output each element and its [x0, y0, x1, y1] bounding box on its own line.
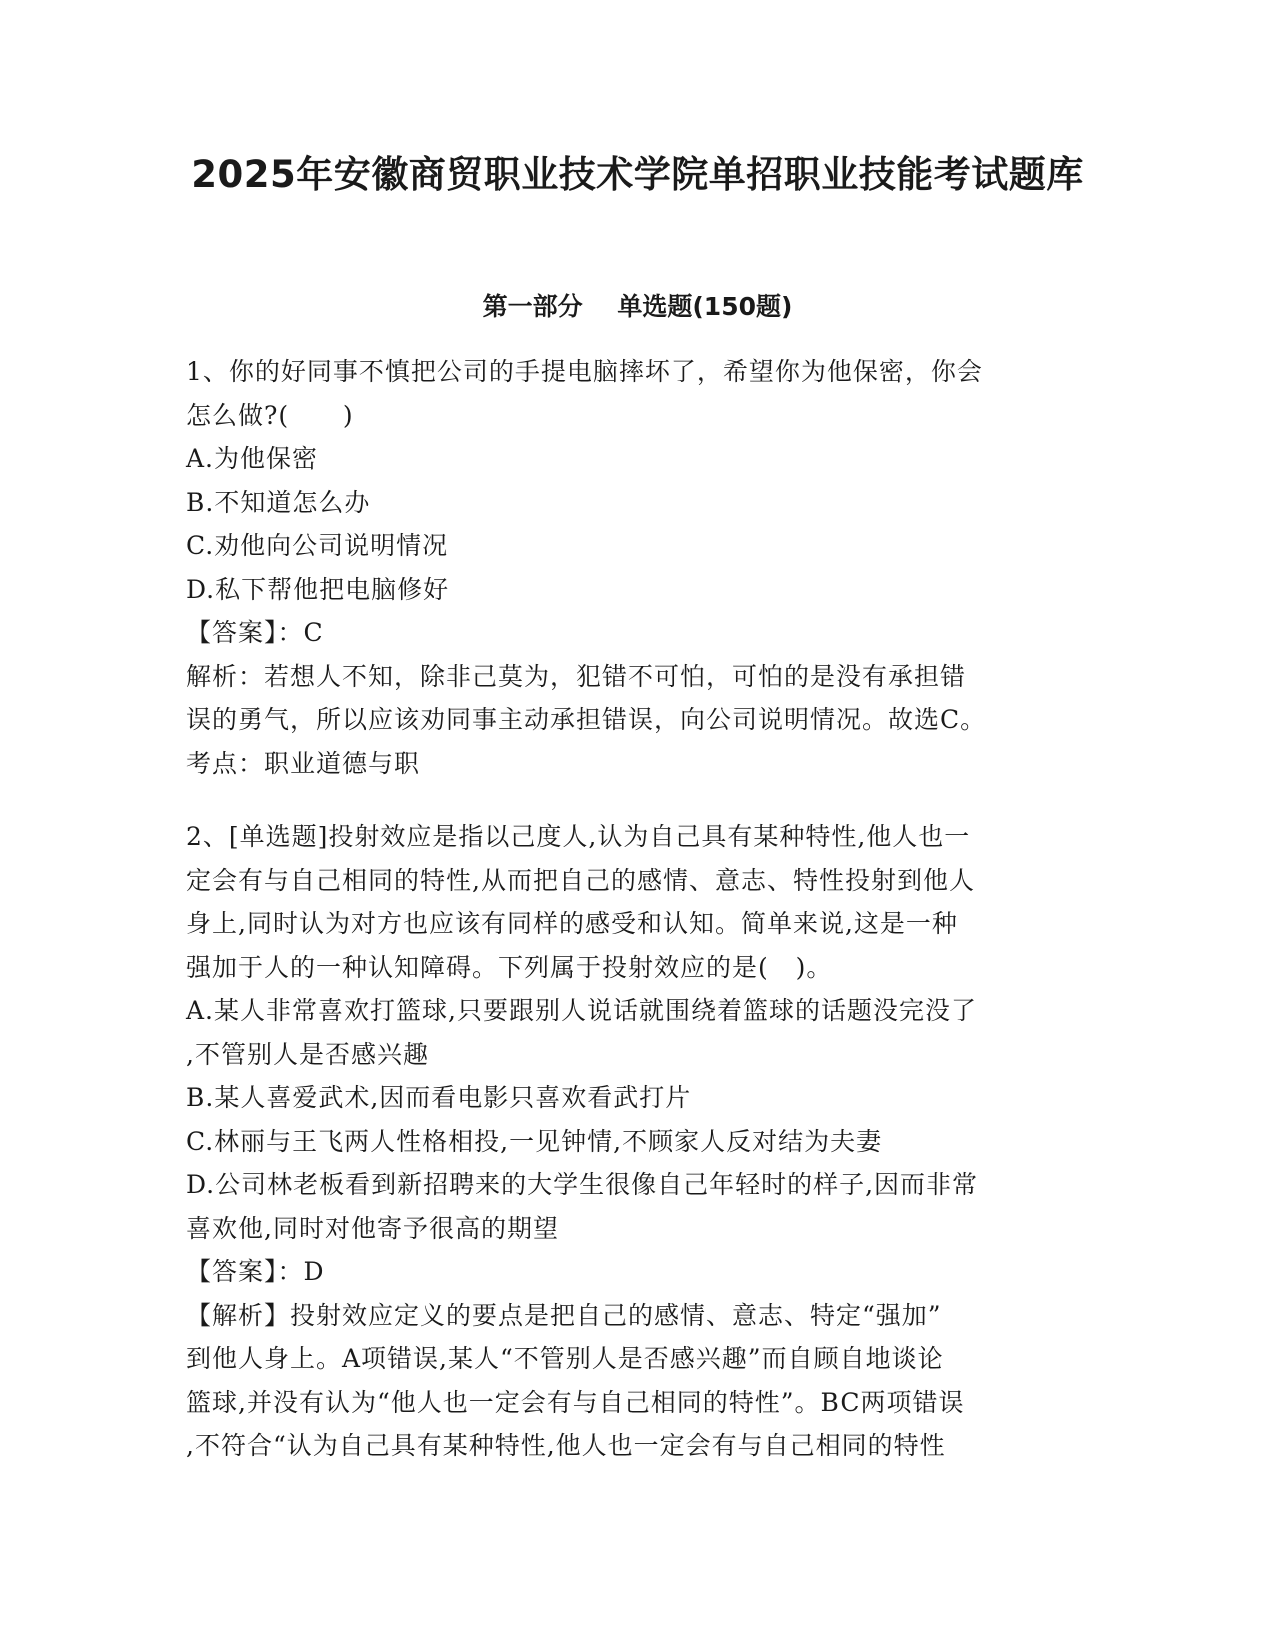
question-2-option-a-line-1: A.某人非常喜欢打篮球,只要跟别人说话就围绕着篮球的话题没完没了 — [186, 996, 977, 1025]
question-2-option-d-line-2: 喜欢他,同时对他寄予很高的期望 — [186, 1213, 559, 1243]
question-2-stem-line-2: 定会有与自己相同的特性,从而把自己的感情、意志、特性投射到他人 — [186, 865, 975, 895]
question-1-stem-line-1: 1、你的好同事不慎把公司的手提电脑摔坏了，希望你为他保密，你会 — [186, 357, 983, 386]
section-title: 第一部分 单选题(150题) — [482, 292, 793, 321]
question-2-analysis-line-4: ,不符合“认为自己具有某种特性,他人也一定会有与自己相同的特性 — [186, 1431, 946, 1460]
question-1-analysis-line-3: 考点：职业道德与职 — [186, 748, 421, 778]
question-list — [186, 350, 1086, 1468]
question-1-option-b: B.不知道怎么办 — [186, 487, 371, 517]
question-2-option-d-line-1: D.公司林老板看到新招聘来的大学生很像自己年轻时的样子,因而非常 — [186, 1170, 979, 1199]
question-2 — [186, 815, 1086, 1468]
question-2-stem-line-3: 身上,同时认为对方也应该有同样的感受和认知。简单来说,这是一种 — [186, 909, 958, 938]
question-2-stem-line-1: 2、[单选题]投射效应是指以己度人,认为自己具有某种特性,他人也一 — [186, 822, 971, 851]
question-2-option-b: B.某人喜爱武术,因而看电影只喜欢看武打片 — [186, 1083, 692, 1112]
question-2-stem-line-4: 强加于人的一种认知障碍。下列属于投射效应的是( )。 — [186, 952, 833, 982]
question-2-analysis-line-1: 【解析】投射效应定义的要点是把自己的感情、意志、特定“强加” — [186, 1300, 942, 1330]
question-gap — [186, 785, 1086, 815]
question-1-option-a: A.为他保密 — [186, 444, 319, 473]
question-2-analysis-line-3: 篮球,并没有认为“他人也一定会有与自己相同的特性”。BC两项错误 — [186, 1387, 965, 1417]
question-1-analysis-line-1: 解析：若想人不知，除非己莫为，犯错不可怕，可怕的是没有承担错 — [186, 661, 967, 691]
question-2-option-c: C.林丽与王飞两人性格相投,一见钟情,不顾家人反对结为夫妻 — [186, 1126, 883, 1156]
question-2-answer: 【答案】：D — [186, 1257, 325, 1286]
question-1-answer: 【答案】：C — [186, 618, 324, 647]
question-1 — [186, 350, 1086, 785]
question-1-option-d: D.私下帮他把电脑修好 — [186, 574, 450, 604]
document-title: 2025年安徽商贸职业技术学院单招职业技能考试题库 — [191, 153, 1084, 196]
question-2-analysis-line-2: 到他人身上。A项错误,某人“不管别人是否感兴趣”而自顾自地谈论 — [186, 1344, 944, 1373]
question-1-option-c: C.劝他向公司说明情况 — [186, 531, 449, 560]
question-1-stem-line-2: 怎么做?( ) — [186, 400, 354, 430]
question-1-analysis-line-2: 误的勇气，所以应该劝同事主动承担错误，向公司说明情况。故选C。 — [186, 705, 987, 734]
question-2-option-a-line-2: ,不管别人是否感兴趣 — [186, 1039, 429, 1069]
